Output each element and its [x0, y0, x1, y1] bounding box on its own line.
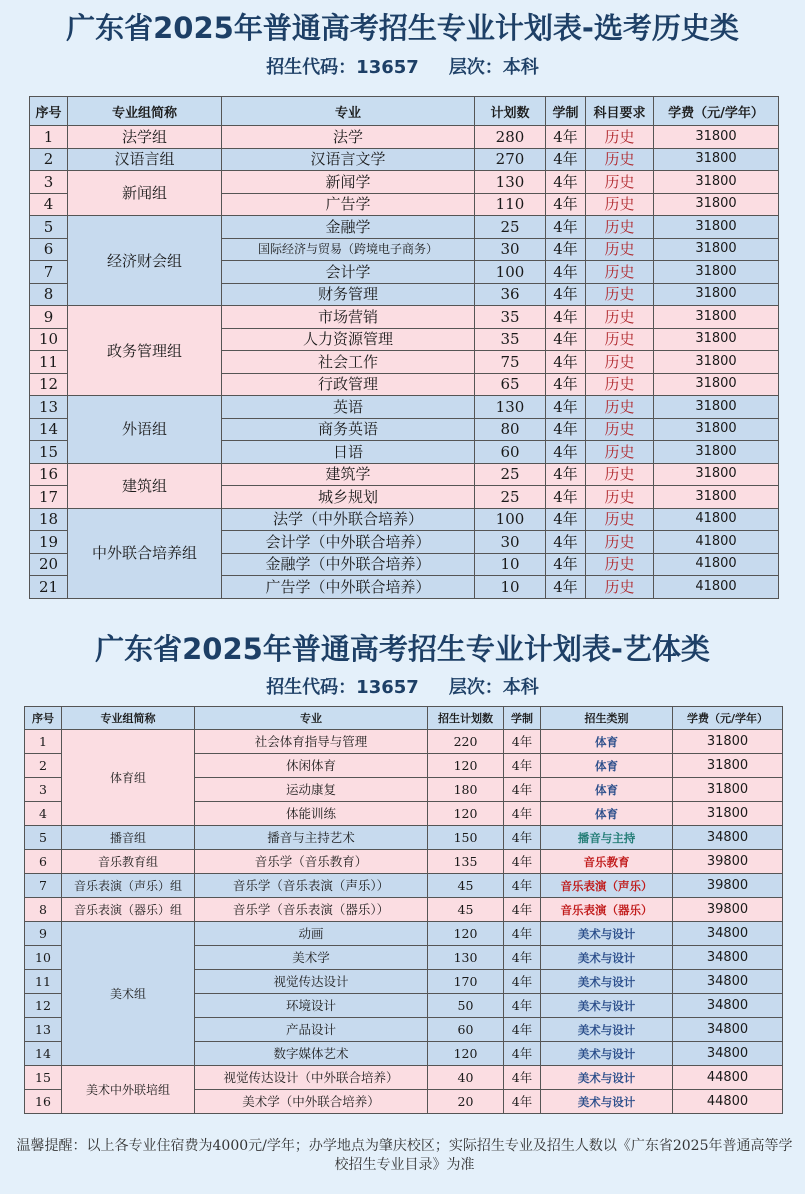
plan-count: 270	[475, 148, 546, 171]
tuition-fee: 31800	[654, 283, 779, 306]
plan-count: 135	[428, 850, 504, 874]
arts-header: 序号	[25, 707, 62, 730]
group-name: 新闻组	[68, 171, 222, 216]
tuition-fee: 41800	[654, 553, 779, 576]
major-name: 法学（中外联合培养）	[222, 508, 475, 531]
reminder-note: 温馨提醒：以上各专业住宿费为4000元/学年；办学地点为肇庆校区；实际招生专业及招生人数以《广东省2025年普通高等学校招生专业目录》为准	[16, 1138, 793, 1173]
duration: 4年	[546, 553, 586, 576]
plan-count: 120	[428, 1042, 504, 1066]
admission-category: 音乐表演（器乐）	[541, 898, 673, 922]
major-name: 数字媒体艺术	[195, 1042, 428, 1066]
tuition-fee: 31800	[654, 216, 779, 239]
subject-requirement: 历史	[586, 193, 654, 216]
subject-requirement: 历史	[586, 261, 654, 284]
tuition-fee: 31800	[654, 261, 779, 284]
row-number: 9	[30, 306, 68, 329]
table-row	[30, 508, 779, 531]
tuition-fee: 44800	[673, 1066, 783, 1090]
history-code: 招生代码：13657	[266, 57, 419, 78]
table-row	[25, 874, 783, 898]
plan-count: 280	[475, 126, 546, 149]
history-header-row	[30, 97, 779, 126]
duration: 4年	[504, 802, 541, 826]
duration: 4年	[546, 576, 586, 599]
row-number: 6	[25, 850, 62, 874]
duration: 4年	[546, 126, 586, 149]
tuition-fee: 34800	[673, 946, 783, 970]
plan-count: 35	[475, 328, 546, 351]
duration: 4年	[504, 874, 541, 898]
admission-category: 播音与主持	[541, 826, 673, 850]
tuition-fee: 41800	[654, 531, 779, 554]
major-name: 视觉传达设计（中外联合培养）	[195, 1066, 428, 1090]
duration: 4年	[504, 1066, 541, 1090]
plan-count: 25	[475, 486, 546, 509]
tuition-fee: 31800	[654, 441, 779, 464]
tuition-fee: 31800	[673, 778, 783, 802]
tuition-fee: 31800	[654, 373, 779, 396]
subject-requirement: 历史	[586, 306, 654, 329]
major-name: 人力资源管理	[222, 328, 475, 351]
plan-count: 30	[475, 531, 546, 554]
duration: 4年	[546, 148, 586, 171]
row-number: 12	[25, 994, 62, 1018]
duration: 4年	[546, 238, 586, 261]
major-name: 英语	[222, 396, 475, 419]
row-number: 11	[30, 351, 68, 374]
row-number: 20	[30, 553, 68, 576]
row-number: 3	[25, 778, 62, 802]
history-level: 层次：本科	[448, 57, 539, 78]
major-name: 休闲体育	[195, 754, 428, 778]
duration: 4年	[546, 418, 586, 441]
tuition-fee: 34800	[673, 922, 783, 946]
plan-count: 25	[475, 463, 546, 486]
tuition-fee: 31800	[654, 126, 779, 149]
arts-title: 广东省2025年普通高考招生专业计划表-艺体类	[95, 632, 710, 666]
group-name: 音乐教育组	[62, 850, 195, 874]
admission-category: 美术与设计	[541, 1066, 673, 1090]
major-name: 产品设计	[195, 1018, 428, 1042]
arts-header: 招生计划数	[428, 707, 504, 730]
duration: 4年	[504, 730, 541, 754]
arts-header: 招生类别	[541, 707, 673, 730]
table-row	[25, 826, 783, 850]
major-name: 金融学	[222, 216, 475, 239]
duration: 4年	[546, 328, 586, 351]
tuition-fee: 39800	[673, 874, 783, 898]
tuition-fee: 31800	[654, 193, 779, 216]
row-number: 13	[30, 396, 68, 419]
major-name: 金融学（中外联合培养）	[222, 553, 475, 576]
group-name: 汉语言组	[68, 148, 222, 171]
admission-category: 美术与设计	[541, 946, 673, 970]
row-number: 17	[30, 486, 68, 509]
arts-header: 专业组简称	[62, 707, 195, 730]
row-number: 7	[30, 261, 68, 284]
history-header: 专业	[222, 97, 475, 126]
duration: 4年	[504, 778, 541, 802]
row-number: 9	[25, 922, 62, 946]
history-header: 计划数	[475, 97, 546, 126]
duration: 4年	[504, 1042, 541, 1066]
duration: 4年	[546, 261, 586, 284]
duration: 4年	[546, 373, 586, 396]
row-number: 19	[30, 531, 68, 554]
duration: 4年	[546, 508, 586, 531]
major-name: 社会体育指导与管理	[195, 730, 428, 754]
row-number: 5	[30, 216, 68, 239]
plan-count: 45	[428, 874, 504, 898]
duration: 4年	[546, 486, 586, 509]
tuition-fee: 34800	[673, 1042, 783, 1066]
plan-count: 150	[428, 826, 504, 850]
subject-requirement: 历史	[586, 553, 654, 576]
table-row	[25, 730, 783, 754]
subject-requirement: 历史	[586, 351, 654, 374]
major-name: 社会工作	[222, 351, 475, 374]
plan-count: 40	[428, 1066, 504, 1090]
admission-category: 体育	[541, 730, 673, 754]
group-name: 政务管理组	[68, 306, 222, 396]
major-name: 播音与主持艺术	[195, 826, 428, 850]
tuition-fee: 31800	[654, 396, 779, 419]
plan-count: 75	[475, 351, 546, 374]
admission-category: 美术与设计	[541, 1018, 673, 1042]
subject-requirement: 历史	[586, 171, 654, 194]
table-row	[25, 1066, 783, 1090]
subject-requirement: 历史	[586, 531, 654, 554]
duration: 4年	[504, 1018, 541, 1042]
row-number: 18	[30, 508, 68, 531]
group-name: 经济财会组	[68, 216, 222, 306]
duration: 4年	[546, 193, 586, 216]
group-name: 建筑组	[68, 463, 222, 508]
duration: 4年	[546, 463, 586, 486]
tuition-fee: 31800	[654, 238, 779, 261]
duration: 4年	[504, 970, 541, 994]
history-header: 学制	[546, 97, 586, 126]
plan-count: 130	[475, 396, 546, 419]
plan-count: 45	[428, 898, 504, 922]
row-number: 15	[25, 1066, 62, 1090]
plan-count: 60	[475, 441, 546, 464]
row-number: 21	[30, 576, 68, 599]
subject-requirement: 历史	[586, 508, 654, 531]
table-row	[30, 126, 779, 149]
major-name: 行政管理	[222, 373, 475, 396]
plan-count: 65	[475, 373, 546, 396]
history-header: 序号	[30, 97, 68, 126]
plan-count: 130	[475, 171, 546, 194]
table-row	[30, 148, 779, 171]
plan-count: 10	[475, 576, 546, 599]
major-name: 美术学（中外联合培养）	[195, 1090, 428, 1114]
group-name: 体育组	[62, 730, 195, 826]
row-number: 14	[25, 1042, 62, 1066]
major-name: 会计学（中外联合培养）	[222, 531, 475, 554]
group-name: 外语组	[68, 396, 222, 464]
arts-header: 学费（元/学年）	[673, 707, 783, 730]
major-name: 商务英语	[222, 418, 475, 441]
tuition-fee: 39800	[673, 850, 783, 874]
admission-category: 体育	[541, 778, 673, 802]
arts-header: 学制	[504, 707, 541, 730]
tuition-fee: 31800	[673, 754, 783, 778]
major-name: 音乐学（音乐表演（器乐））	[195, 898, 428, 922]
major-name: 财务管理	[222, 283, 475, 306]
major-name: 国际经济与贸易（跨境电子商务）	[222, 238, 475, 261]
subject-requirement: 历史	[586, 441, 654, 464]
admission-category: 音乐教育	[541, 850, 673, 874]
row-number: 2	[30, 148, 68, 171]
major-name: 动画	[195, 922, 428, 946]
tuition-fee: 31800	[673, 730, 783, 754]
tuition-fee: 31800	[654, 486, 779, 509]
major-name: 会计学	[222, 261, 475, 284]
admission-category: 美术与设计	[541, 994, 673, 1018]
history-subtitle	[0, 53, 805, 79]
duration: 4年	[504, 946, 541, 970]
admission-category: 美术与设计	[541, 922, 673, 946]
major-name: 广告学（中外联合培养）	[222, 576, 475, 599]
plan-count: 35	[475, 306, 546, 329]
duration: 4年	[504, 754, 541, 778]
group-name: 法学组	[68, 126, 222, 149]
history-title: 广东省2025年普通高考招生专业计划表-选考历史类	[66, 11, 739, 45]
major-name: 音乐学（音乐教育）	[195, 850, 428, 874]
group-name: 音乐表演（器乐）组	[62, 898, 195, 922]
group-name: 中外联合培养组	[68, 508, 222, 598]
major-name: 环境设计	[195, 994, 428, 1018]
plan-count: 100	[475, 261, 546, 284]
history-table	[29, 96, 779, 599]
history-header: 专业组简称	[68, 97, 222, 126]
plan-count: 120	[428, 754, 504, 778]
plan-count: 36	[475, 283, 546, 306]
row-number: 7	[25, 874, 62, 898]
major-name: 建筑学	[222, 463, 475, 486]
table-row	[30, 306, 779, 329]
duration: 4年	[504, 1090, 541, 1114]
plan-count: 60	[428, 1018, 504, 1042]
plan-count: 20	[428, 1090, 504, 1114]
row-number: 8	[25, 898, 62, 922]
major-name: 市场营销	[222, 306, 475, 329]
major-name: 法学	[222, 126, 475, 149]
history-header: 学费（元/学年）	[654, 97, 779, 126]
plan-count: 180	[428, 778, 504, 802]
duration: 4年	[504, 898, 541, 922]
plan-count: 110	[475, 193, 546, 216]
subject-requirement: 历史	[586, 126, 654, 149]
major-name: 音乐学（音乐表演（声乐））	[195, 874, 428, 898]
tuition-fee: 34800	[673, 826, 783, 850]
tuition-fee: 31800	[654, 418, 779, 441]
arts-subtitle	[0, 673, 805, 699]
row-number: 16	[30, 463, 68, 486]
row-number: 10	[25, 946, 62, 970]
history-header: 科目要求	[586, 97, 654, 126]
duration: 4年	[546, 351, 586, 374]
major-name: 日语	[222, 441, 475, 464]
plan-count: 80	[475, 418, 546, 441]
major-name: 汉语言文学	[222, 148, 475, 171]
plan-count: 25	[475, 216, 546, 239]
major-name: 视觉传达设计	[195, 970, 428, 994]
plan-count: 100	[475, 508, 546, 531]
table-row	[30, 463, 779, 486]
plan-count: 10	[475, 553, 546, 576]
tuition-fee: 34800	[673, 994, 783, 1018]
tuition-fee: 31800	[654, 328, 779, 351]
tuition-fee: 41800	[654, 576, 779, 599]
row-number: 1	[25, 730, 62, 754]
row-number: 1	[30, 126, 68, 149]
plan-count: 220	[428, 730, 504, 754]
arts-level: 层次：本科	[448, 677, 539, 698]
subject-requirement: 历史	[586, 148, 654, 171]
row-number: 2	[25, 754, 62, 778]
subject-requirement: 历史	[586, 486, 654, 509]
table-row	[25, 922, 783, 946]
table-row	[30, 216, 779, 239]
admission-category: 美术与设计	[541, 970, 673, 994]
duration: 4年	[504, 994, 541, 1018]
subject-requirement: 历史	[586, 283, 654, 306]
plan-count: 120	[428, 802, 504, 826]
subject-requirement: 历史	[586, 463, 654, 486]
major-name: 广告学	[222, 193, 475, 216]
major-name: 体能训练	[195, 802, 428, 826]
tuition-fee: 31800	[654, 148, 779, 171]
duration: 4年	[546, 531, 586, 554]
admission-category: 美术与设计	[541, 1090, 673, 1114]
row-number: 3	[30, 171, 68, 194]
tuition-fee: 39800	[673, 898, 783, 922]
subject-requirement: 历史	[586, 238, 654, 261]
tuition-fee: 31800	[654, 171, 779, 194]
tuition-fee: 34800	[673, 970, 783, 994]
subject-requirement: 历史	[586, 396, 654, 419]
tuition-fee: 31800	[654, 463, 779, 486]
admission-category: 体育	[541, 802, 673, 826]
plan-count: 120	[428, 922, 504, 946]
row-number: 16	[25, 1090, 62, 1114]
table-row	[25, 850, 783, 874]
admission-category: 美术与设计	[541, 1042, 673, 1066]
group-name: 音乐表演（声乐）组	[62, 874, 195, 898]
duration: 4年	[546, 396, 586, 419]
duration: 4年	[546, 171, 586, 194]
major-name: 城乡规划	[222, 486, 475, 509]
plan-count: 170	[428, 970, 504, 994]
arts-header-row	[25, 707, 783, 730]
tuition-fee: 34800	[673, 1018, 783, 1042]
plan-count: 30	[475, 238, 546, 261]
group-name: 播音组	[62, 826, 195, 850]
row-number: 11	[25, 970, 62, 994]
table-row	[30, 171, 779, 194]
row-number: 4	[30, 193, 68, 216]
table-row	[25, 898, 783, 922]
tuition-fee: 31800	[673, 802, 783, 826]
duration: 4年	[504, 922, 541, 946]
tuition-fee: 44800	[673, 1090, 783, 1114]
duration: 4年	[546, 216, 586, 239]
row-number: 8	[30, 283, 68, 306]
duration: 4年	[504, 850, 541, 874]
row-number: 10	[30, 328, 68, 351]
subject-requirement: 历史	[586, 216, 654, 239]
arts-header: 专业	[195, 707, 428, 730]
tuition-fee: 31800	[654, 351, 779, 374]
duration: 4年	[546, 441, 586, 464]
duration: 4年	[546, 306, 586, 329]
duration: 4年	[546, 283, 586, 306]
major-name: 运动康复	[195, 778, 428, 802]
major-name: 美术学	[195, 946, 428, 970]
duration: 4年	[504, 826, 541, 850]
subject-requirement: 历史	[586, 576, 654, 599]
subject-requirement: 历史	[586, 373, 654, 396]
tuition-fee: 31800	[654, 306, 779, 329]
row-number: 14	[30, 418, 68, 441]
row-number: 6	[30, 238, 68, 261]
admission-category: 体育	[541, 754, 673, 778]
plan-count: 130	[428, 946, 504, 970]
row-number: 12	[30, 373, 68, 396]
admission-category: 音乐表演（声乐）	[541, 874, 673, 898]
arts-code: 招生代码：13657	[266, 677, 419, 698]
major-name: 新闻学	[222, 171, 475, 194]
row-number: 5	[25, 826, 62, 850]
row-number: 13	[25, 1018, 62, 1042]
row-number: 15	[30, 441, 68, 464]
subject-requirement: 历史	[586, 328, 654, 351]
group-name: 美术组	[62, 922, 195, 1066]
table-row	[30, 396, 779, 419]
arts-table	[24, 706, 783, 1114]
row-number: 4	[25, 802, 62, 826]
tuition-fee: 41800	[654, 508, 779, 531]
group-name: 美术中外联培组	[62, 1066, 195, 1114]
subject-requirement: 历史	[586, 418, 654, 441]
plan-count: 50	[428, 994, 504, 1018]
